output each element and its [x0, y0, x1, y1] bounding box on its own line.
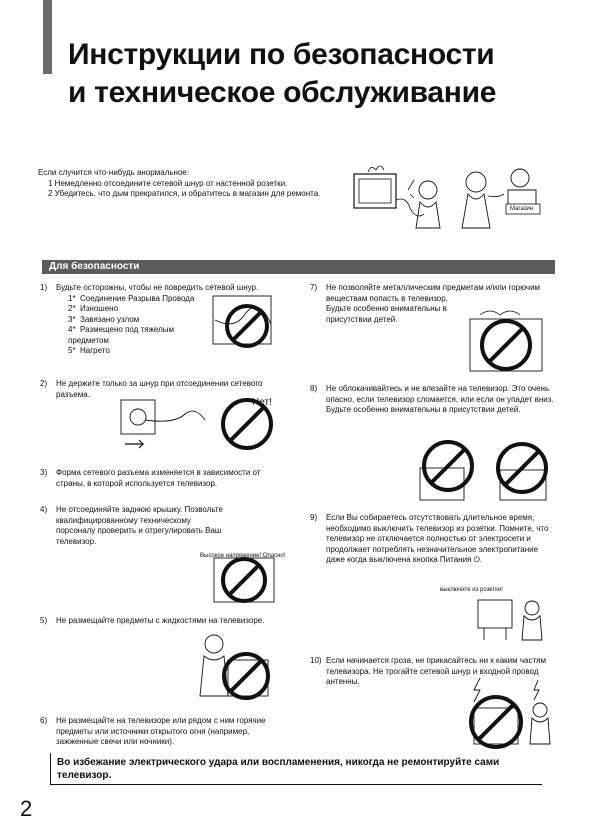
- safety-item-6: [40, 716, 290, 748]
- page-title-line-2: и техническое обслуживание: [68, 76, 497, 109]
- shop-label: Магазин: [510, 206, 534, 212]
- item-number: 9): [310, 513, 318, 522]
- unplug-illustration: [348, 160, 548, 240]
- item-number: 7): [310, 283, 318, 292]
- item-number: 8): [310, 384, 318, 393]
- item-number: 10): [310, 656, 322, 665]
- climbing-illustration: [408, 432, 558, 507]
- sub-item: 5* Нагрето: [68, 346, 110, 355]
- title-accent-bar: [43, 0, 52, 74]
- sub-item: 1* Соединение Разрыва Провода: [68, 293, 195, 303]
- item-text: Форма сетевого разъема изменяется в зависимости от страны, в которой используется телевизор.: [56, 468, 261, 488]
- item-text: Не держите только за шнур при отсоединении сетевого разъема.: [56, 379, 263, 399]
- item-number: 6): [40, 716, 48, 725]
- item-text: Не позволяйте металлическим предметам и/или горючим веществам попасть в телевизор.: [326, 283, 541, 303]
- no-callout: Нет!: [252, 397, 272, 408]
- item-text: Не облокачивайтесь и не влезайте на телевизор. Это очень опасно, если телевизор сломается, или если он упадет вниз.: [326, 384, 554, 404]
- liquid-illustration: [188, 630, 278, 706]
- intro-step-2: 2 Убедитесь, что дым прекратился, и обратитесь в магазин для ремонта.: [48, 189, 321, 198]
- item-text: Будьте осторожны, чтобы не повредить сетевой шнур.: [56, 283, 259, 292]
- high-voltage-tag: Высокое напряжение! Опасно!: [200, 553, 286, 559]
- item-number: 5): [40, 616, 48, 625]
- item-text: Если начинается гроза, не прикасайтесь ни к каким частям телевизора. Не трогайте сетевой шнур и входной провод антенны.: [326, 656, 546, 686]
- section-heading: Для безопасности: [42, 260, 555, 274]
- safety-item-8: [310, 384, 555, 416]
- intro-step-1: 1 Немедленно отсоедините сетевой шнур от настенной розетки.: [48, 178, 288, 188]
- item-number: 1): [40, 283, 48, 292]
- item-text: Не размещайте предметы с жидкостями на телевизоре.: [56, 616, 265, 625]
- safety-item-4: [40, 505, 225, 547]
- item-text: Не размещайте на телевизоре или рядом с ним горячие предметы или источники открытого огня (например, зажженные свечи или ночники).: [56, 716, 266, 746]
- sub-item: 3* Завязано узлом: [68, 314, 140, 324]
- sub-item: 2* Изношено: [68, 304, 119, 313]
- thunderstorm-illustration: [460, 676, 555, 750]
- page-title-line-1: Инструкции по безопасности: [68, 38, 495, 71]
- unplug-tag: выключите из розетки!: [440, 587, 503, 593]
- safety-item-5: [40, 616, 290, 627]
- page-title: [68, 36, 496, 112]
- unplug-away-illustration: [470, 594, 550, 644]
- item-text: Не отсоединяйте заднюю крышку. Позвольте квалифицированному техническому порсоналу проверить и отрегулировать Ваш телевизор.: [56, 505, 223, 546]
- sub-item: 4* Размещено под тяжелым предметом: [68, 325, 175, 345]
- item-number: 3): [40, 468, 48, 477]
- repair-warning: Во избежание электрического удара или воспламенения, никогда не ремонтируйте сами телевизор.: [50, 753, 542, 785]
- page-number: 2: [20, 796, 33, 821]
- intro-lead: Если случится что-нибудь анормальное:: [38, 168, 190, 177]
- safety-item-3: [40, 468, 290, 489]
- cord-damage-illustration: [205, 290, 285, 360]
- item-number: 2): [40, 379, 48, 388]
- safety-item-9: [310, 513, 555, 566]
- item-text: Если Вы собираетесь отсутствовать длительное время, необходимо выключить телевизор из розетки. Помните, что телевизор не отключается полностью от электросети и продолжает потреблять незначительное электропитание даже когда выключена кнопка Питания ⏻.: [326, 513, 549, 564]
- item-note: Будьте особенно внимательны в присутствии детей.: [326, 304, 447, 324]
- metal-objects-illustration: [460, 305, 555, 377]
- item-number: 4): [40, 505, 48, 514]
- intro-block: [38, 168, 338, 200]
- item-note: Будьте особенно внимательны в присутствии детей.: [326, 405, 521, 414]
